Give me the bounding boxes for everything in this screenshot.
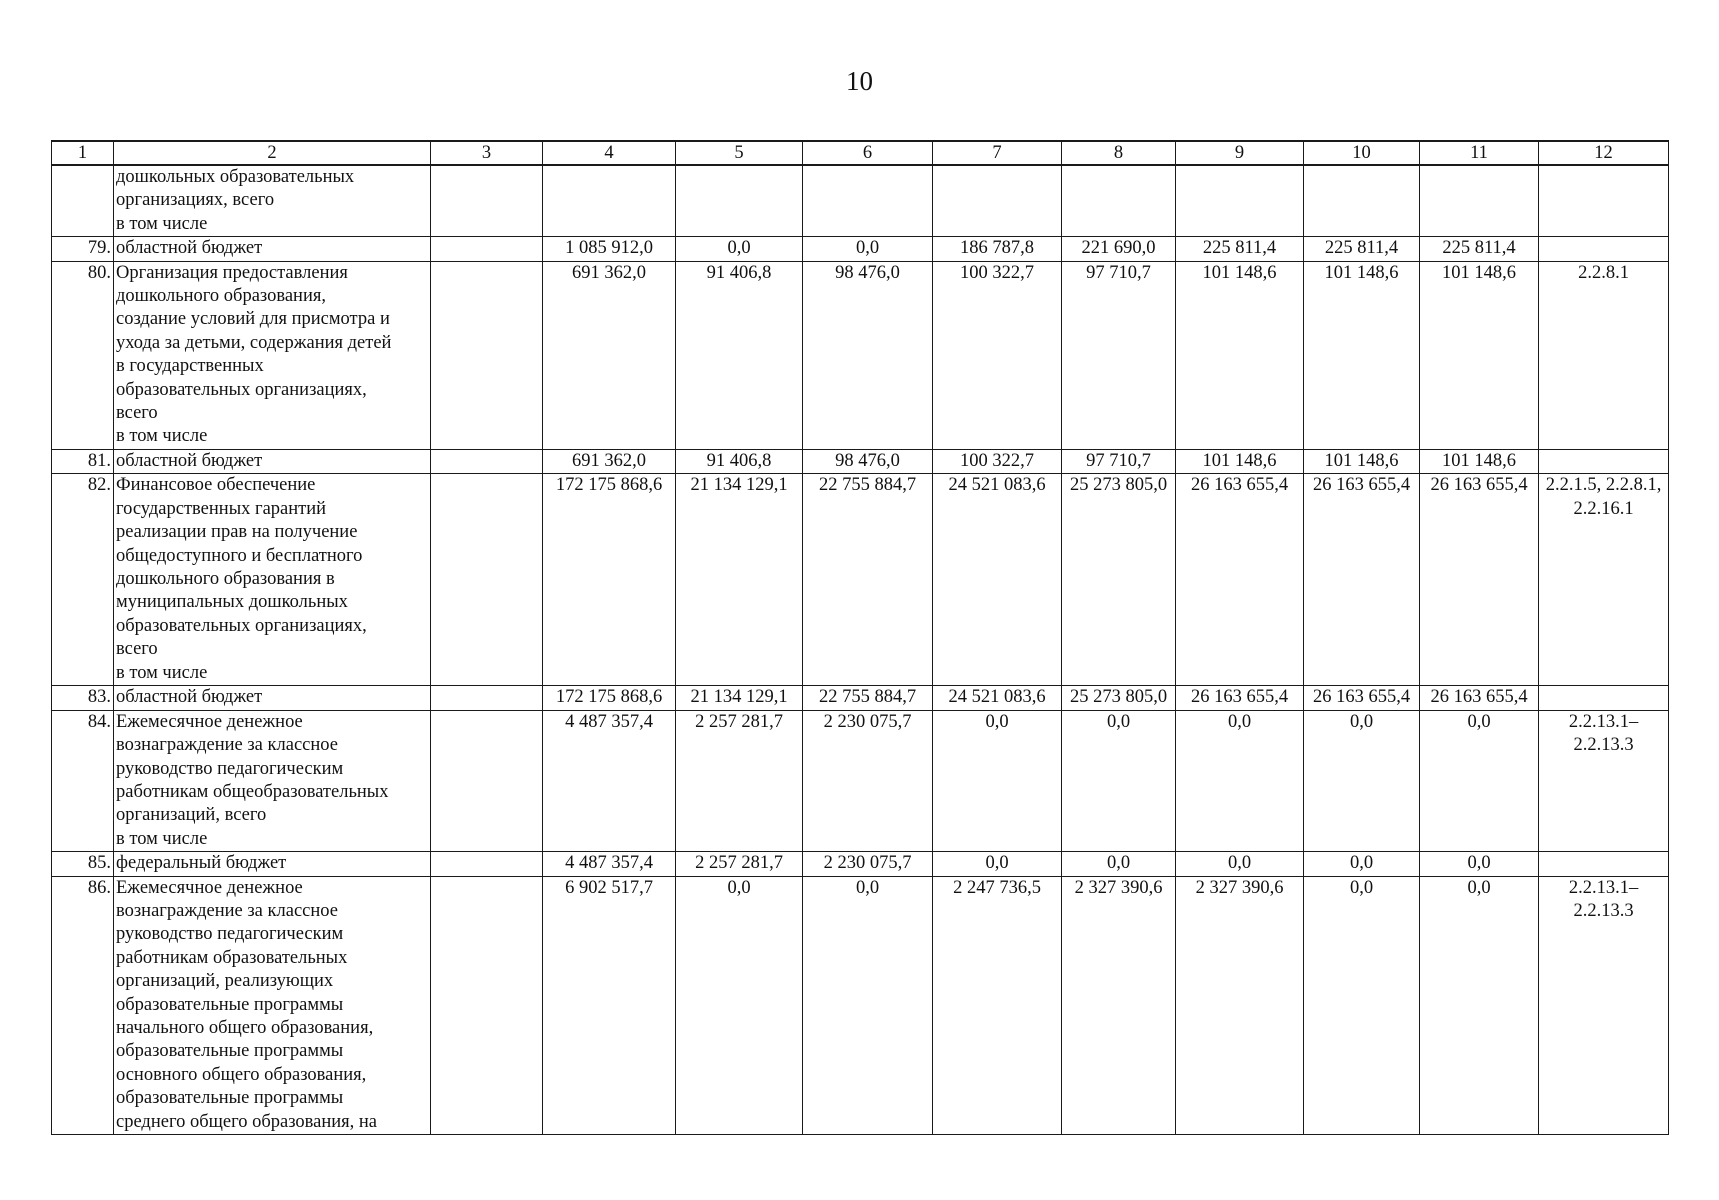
value-cell: 21 134 129,1 <box>676 474 803 686</box>
value-cell: 101 148,6 <box>1176 261 1304 449</box>
value-cell: 172 175 868,6 <box>543 686 676 710</box>
item-name <box>114 852 431 876</box>
column-3-cell <box>431 261 543 449</box>
reference-line: 2.2.8.1 <box>1578 262 1629 283</box>
item-name-line: образовательных организациях, <box>116 615 367 636</box>
item-name-line: основного общего образования, <box>116 1064 367 1085</box>
reference-line: 2.2.13.3 <box>1573 735 1634 756</box>
column-header: 9 <box>1176 141 1304 165</box>
value-cell: 26 163 655,4 <box>1176 474 1304 686</box>
column-header: 4 <box>543 141 676 165</box>
value-cell: 97 710,7 <box>1062 261 1176 449</box>
value-cell: 0,0 <box>1304 710 1420 851</box>
value-cell: 2 257 281,7 <box>676 852 803 876</box>
column-3-cell <box>431 449 543 473</box>
value-cell: 101 148,6 <box>1420 449 1539 473</box>
value-cell: 91 406,8 <box>676 261 803 449</box>
column-3-cell <box>431 710 543 851</box>
item-name-line: в том числе <box>116 828 208 849</box>
value-cell: 186 787,8 <box>933 237 1062 261</box>
item-name-line: организациях, всего <box>116 190 275 211</box>
item-name-line: работникам общеобразовательных <box>116 781 389 802</box>
item-name-line: дошкольного образования, <box>116 286 326 307</box>
item-name-line: образовательных организациях, <box>116 379 367 400</box>
value-cell: 172 175 868,6 <box>543 474 676 686</box>
item-name-line: руководство педагогическим <box>116 758 344 779</box>
column-3-cell <box>431 237 543 261</box>
table-row <box>52 261 1669 449</box>
value-cell: 2 257 281,7 <box>676 710 803 851</box>
value-cell: 101 148,6 <box>1420 261 1539 449</box>
table-row <box>52 474 1669 686</box>
value-cell: 98 476,0 <box>803 449 933 473</box>
item-name-line: Организация предоставления <box>116 262 348 283</box>
value-cell <box>1062 165 1176 237</box>
value-cell: 91 406,8 <box>676 449 803 473</box>
item-name-line: федеральный бюджет <box>116 853 287 874</box>
table-row <box>52 686 1669 710</box>
column-header: 12 <box>1539 141 1669 165</box>
value-cell: 100 322,7 <box>933 449 1062 473</box>
value-cell: 4 487 357,4 <box>543 852 676 876</box>
reference-cell <box>1539 876 1669 1134</box>
item-name-line: Ежемесячное денежное <box>116 711 303 732</box>
item-name-line: образовательные программы <box>116 994 344 1015</box>
item-name-line: дошкольных образовательных <box>116 167 355 187</box>
reference-line: 2.2.13.1– <box>1568 711 1639 732</box>
value-cell: 0,0 <box>1304 876 1420 1134</box>
value-cell: 25 273 805,0 <box>1062 686 1176 710</box>
item-name <box>114 261 431 449</box>
budget-table-container <box>51 140 1668 1135</box>
value-cell: 225 811,4 <box>1420 237 1539 261</box>
reference-cell <box>1539 710 1669 851</box>
value-cell: 26 163 655,4 <box>1420 686 1539 710</box>
table-row <box>52 852 1669 876</box>
value-cell: 22 755 884,7 <box>803 474 933 686</box>
row-number: 82. <box>52 474 114 686</box>
reference-cell <box>1539 237 1669 261</box>
header-row <box>52 141 1669 165</box>
value-cell: 98 476,0 <box>803 261 933 449</box>
value-cell: 25 273 805,0 <box>1062 474 1176 686</box>
item-name-line: Ежемесячное денежное <box>116 877 303 898</box>
row-number: 81. <box>52 449 114 473</box>
reference-line: 2.2.13.1– <box>1568 877 1639 898</box>
column-header: 3 <box>431 141 543 165</box>
item-name <box>114 165 431 237</box>
value-cell: 0,0 <box>1176 710 1304 851</box>
value-cell: 2 247 736,5 <box>933 876 1062 1134</box>
value-cell <box>676 165 803 237</box>
value-cell: 0,0 <box>1420 876 1539 1134</box>
value-cell: 0,0 <box>1062 710 1176 851</box>
item-name-line: областной бюджет <box>116 687 263 708</box>
reference-line: 2.2.1.5, 2.2.8.1, <box>1545 475 1662 496</box>
column-header: 10 <box>1304 141 1420 165</box>
value-cell: 24 521 083,6 <box>933 686 1062 710</box>
value-cell: 0,0 <box>1420 710 1539 851</box>
item-name-line: всего <box>116 639 158 660</box>
table-row <box>52 876 1669 1134</box>
item-name <box>114 237 431 261</box>
value-cell <box>1420 165 1539 237</box>
item-name-line: ухода за детьми, содержания детей <box>116 332 392 353</box>
value-cell: 22 755 884,7 <box>803 686 933 710</box>
row-number: 84. <box>52 710 114 851</box>
value-cell: 0,0 <box>803 237 933 261</box>
value-cell: 6 902 517,7 <box>543 876 676 1134</box>
item-name-line: вознаграждение за классное <box>116 735 338 756</box>
item-name-line: в том числе <box>116 213 208 234</box>
table-row <box>52 710 1669 851</box>
item-name-line: организаций, реализующих <box>116 971 334 992</box>
value-cell: 100 322,7 <box>933 261 1062 449</box>
item-name-line: общедоступного и бесплатного <box>116 545 363 566</box>
item-name-line: руководство педагогическим <box>116 924 344 945</box>
value-cell: 0,0 <box>676 237 803 261</box>
column-3-cell <box>431 686 543 710</box>
item-name-line: областной бюджет <box>116 238 263 259</box>
value-cell: 0,0 <box>933 852 1062 876</box>
value-cell <box>933 165 1062 237</box>
value-cell: 97 710,7 <box>1062 449 1176 473</box>
reference-cell <box>1539 852 1669 876</box>
item-name <box>114 876 431 1134</box>
column-header: 7 <box>933 141 1062 165</box>
item-name-line: вознаграждение за классное <box>116 900 338 921</box>
item-name-line: муниципальных дошкольных <box>116 592 348 613</box>
item-name-line: образовательные программы <box>116 1088 344 1109</box>
reference-cell <box>1539 165 1669 237</box>
column-3-cell <box>431 474 543 686</box>
page-number: 10 <box>846 66 873 96</box>
item-name-line: организаций, всего <box>116 805 267 826</box>
column-header: 8 <box>1062 141 1176 165</box>
value-cell: 225 811,4 <box>1304 237 1420 261</box>
item-name-line: работникам образовательных <box>116 947 348 968</box>
value-cell: 691 362,0 <box>543 261 676 449</box>
reference-line: 2.2.16.1 <box>1573 498 1634 519</box>
column-3-cell <box>431 852 543 876</box>
value-cell: 0,0 <box>1420 852 1539 876</box>
value-cell: 101 148,6 <box>1176 449 1304 473</box>
value-cell <box>543 165 676 237</box>
value-cell: 0,0 <box>933 710 1062 851</box>
value-cell <box>1176 165 1304 237</box>
value-cell: 1 085 912,0 <box>543 237 676 261</box>
value-cell: 0,0 <box>1176 852 1304 876</box>
column-header: 11 <box>1420 141 1539 165</box>
value-cell: 26 163 655,4 <box>1304 686 1420 710</box>
column-3-cell <box>431 876 543 1134</box>
row-number: 86. <box>52 876 114 1134</box>
value-cell: 0,0 <box>676 876 803 1134</box>
item-name-line: создание условий для присмотра и <box>116 309 390 330</box>
column-header: 6 <box>803 141 933 165</box>
value-cell: 225 811,4 <box>1176 237 1304 261</box>
column-3-cell <box>431 165 543 237</box>
value-cell: 26 163 655,4 <box>1176 686 1304 710</box>
value-cell <box>1304 165 1420 237</box>
item-name-line: областной бюджет <box>116 450 263 471</box>
item-name <box>114 474 431 686</box>
row-number: 80. <box>52 261 114 449</box>
budget-table <box>51 140 1669 1135</box>
row-number: 79. <box>52 237 114 261</box>
item-name-line: в том числе <box>116 426 208 447</box>
row-number <box>52 165 114 237</box>
value-cell: 26 163 655,4 <box>1304 474 1420 686</box>
item-name-line: образовательные программы <box>116 1041 344 1062</box>
item-name-line: среднего общего образования, на <box>116 1111 378 1132</box>
value-cell: 101 148,6 <box>1304 449 1420 473</box>
value-cell: 2 230 075,7 <box>803 710 933 851</box>
item-name <box>114 686 431 710</box>
value-cell: 2 327 390,6 <box>1062 876 1176 1134</box>
reference-cell <box>1539 474 1669 686</box>
table-body <box>52 165 1669 1135</box>
reference-cell <box>1539 261 1669 449</box>
value-cell: 2 327 390,6 <box>1176 876 1304 1134</box>
item-name <box>114 710 431 851</box>
item-name-line: в государственных <box>116 356 264 377</box>
item-name-line: дошкольного образования в <box>116 568 335 589</box>
item-name <box>114 449 431 473</box>
item-name-line: реализации прав на получение <box>116 522 358 543</box>
value-cell: 24 521 083,6 <box>933 474 1062 686</box>
value-cell: 26 163 655,4 <box>1420 474 1539 686</box>
item-name-line: в том числе <box>116 662 208 683</box>
column-header: 1 <box>52 141 114 165</box>
value-cell: 0,0 <box>1304 852 1420 876</box>
value-cell: 0,0 <box>1062 852 1176 876</box>
item-name-line: всего <box>116 403 158 424</box>
column-header: 5 <box>676 141 803 165</box>
item-name-line: государственных гарантий <box>116 498 327 519</box>
value-cell: 221 690,0 <box>1062 237 1176 261</box>
value-cell: 0,0 <box>803 876 933 1134</box>
value-cell: 691 362,0 <box>543 449 676 473</box>
value-cell: 2 230 075,7 <box>803 852 933 876</box>
item-name-line: начального общего образования, <box>116 1017 374 1038</box>
reference-cell <box>1539 449 1669 473</box>
table-row <box>52 165 1669 237</box>
table-row <box>52 237 1669 261</box>
value-cell: 4 487 357,4 <box>543 710 676 851</box>
item-name-line: Финансовое обеспечение <box>116 475 316 496</box>
row-number: 83. <box>52 686 114 710</box>
value-cell: 101 148,6 <box>1304 261 1420 449</box>
table-row <box>52 449 1669 473</box>
reference-line: 2.2.13.3 <box>1573 900 1634 921</box>
value-cell: 21 134 129,1 <box>676 686 803 710</box>
value-cell <box>803 165 933 237</box>
row-number: 85. <box>52 852 114 876</box>
column-header: 2 <box>114 141 431 165</box>
reference-cell <box>1539 686 1669 710</box>
